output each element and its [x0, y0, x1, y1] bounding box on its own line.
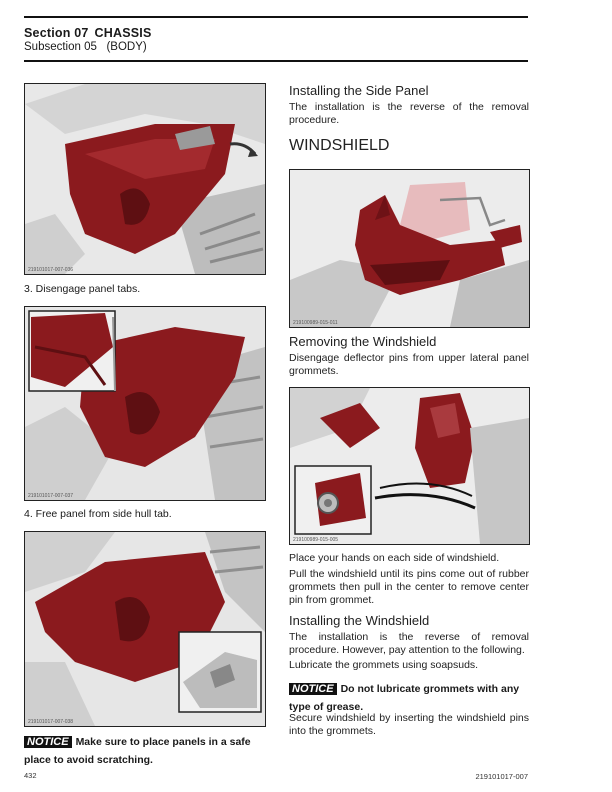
figure-panel-tabs [24, 306, 266, 501]
step-4-text: 4. Free panel from side hull tab. [24, 508, 172, 520]
figure-id: 219100989-015-011 [293, 320, 338, 326]
subsection-title: Subsection 05 (BODY) [24, 41, 147, 53]
lubricate-text: Lubricate the grommets using soapsuds. [289, 659, 479, 671]
installing-windshield-title: Installing the Windshield [289, 613, 430, 628]
notice-right [289, 679, 531, 715]
secure-text: Secure windshield by inserting the windshield pins into the grommets. [289, 712, 529, 737]
section-name: CHASSIS [94, 26, 152, 40]
pull-text: Pull the windshield until its pins come out of rubber grommets then pull in the center to remove center pin from grommet. [289, 568, 529, 606]
installing-side-panel-title: Installing the Side Panel [289, 83, 429, 98]
section-title [24, 26, 152, 40]
removing-windshield-title: Removing the Windshield [289, 334, 437, 349]
page-number: 432 [24, 771, 37, 780]
figure-disengage-panel [24, 83, 266, 275]
figure-windshield [289, 169, 530, 328]
hands-text: Place your hands on each side of windshield. [289, 552, 500, 564]
notice-badge: NOTICE [289, 683, 337, 695]
removing-windshield-text: Disengage deflector pins from upper lateral panel grommets. [289, 352, 529, 377]
notice-badge: NOTICE [24, 736, 72, 748]
step-3-text: 3. Disengage panel tabs. [24, 283, 141, 295]
figure-id: 219101017-007-036 [28, 267, 74, 273]
notice-left [24, 732, 266, 768]
header-bottom-rule [24, 60, 528, 62]
figure-id: 219101017-007-037 [28, 493, 74, 499]
figure-id: 219100989-015-005 [293, 537, 339, 543]
installing-windshield-text: The installation is the reverse of removal procedure. However, pay attention to the following. [289, 631, 529, 656]
windshield-title: WINDSHIELD [289, 137, 390, 154]
installing-side-panel-text: The installation is the reverse of the removal procedure. [289, 101, 529, 126]
notice-text: Make sure to place panels in a safe place to avoid scratching. [24, 736, 251, 766]
section-number: Section 07 [24, 26, 89, 40]
header-top-rule [24, 16, 528, 18]
document-code: 219101017-007 [475, 772, 528, 781]
figure-deflector-pins [289, 387, 530, 545]
notice-text: Do not lubricate grommets with any type of grease. [289, 683, 520, 713]
figure-side-hull-tab [24, 531, 266, 727]
figure-id: 219101017-007-038 [28, 719, 74, 725]
